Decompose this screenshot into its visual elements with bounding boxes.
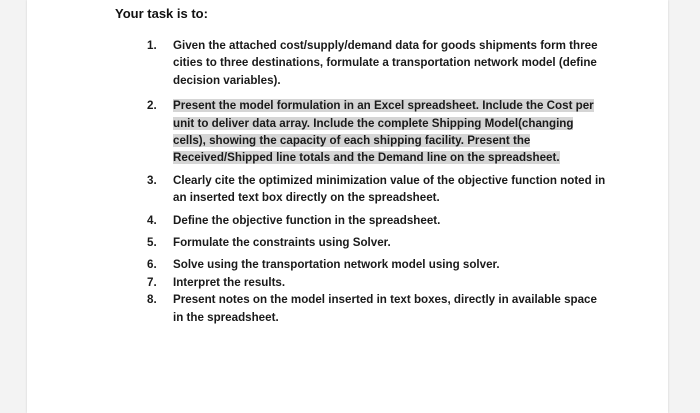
task-number: 4. <box>147 213 157 227</box>
task-number: 5. <box>147 236 157 250</box>
task-text: Formulate the constraints using Solver. <box>173 236 391 250</box>
task-item-5 <box>147 234 607 251</box>
task-item-6 <box>147 256 607 273</box>
task-item-8 <box>147 291 607 326</box>
document-page <box>27 0 668 413</box>
task-text: Solve using the transportation network model using solver. <box>173 258 500 272</box>
task-number: 2. <box>147 99 157 113</box>
task-text: Interpret the results. <box>173 275 286 289</box>
task-item-1 <box>147 37 607 89</box>
task-text: Clearly cite the optimized minimization value of the objective function noted in an inserted text box directly on the spreadsheet. <box>173 173 606 205</box>
task-item-7 <box>147 274 607 291</box>
section-heading: Your task is to: <box>115 6 208 21</box>
task-number: 7. <box>147 275 157 289</box>
task-number: 6. <box>147 258 157 272</box>
task-number: 8. <box>147 293 157 307</box>
task-text: Given the attached cost/supply/demand data for goods shipments form three cities to three destinations, formulate a transportation network model (define decision variables). <box>173 39 598 87</box>
task-item-3 <box>147 172 607 207</box>
task-number: 1. <box>147 39 157 52</box>
task-text: Define the objective function in the spreadsheet. <box>173 213 441 227</box>
highlighted-task-text: Present the model formulation in an Excel spreadsheet. Include the Cost per unit to deliver data array. Include the complete Shipping Model(changing cells), showing the capacity of each shipping facility. Present the Received/Shipped line totals and the Demand line on the spreadsheet. <box>173 99 594 165</box>
task-item-2 <box>147 97 607 167</box>
task-text: Present notes on the model inserted in text boxes, directly in available space in the spreadsheet. <box>173 293 597 324</box>
task-list <box>147 37 607 326</box>
task-number: 3. <box>147 173 157 187</box>
task-item-4 <box>147 212 607 229</box>
